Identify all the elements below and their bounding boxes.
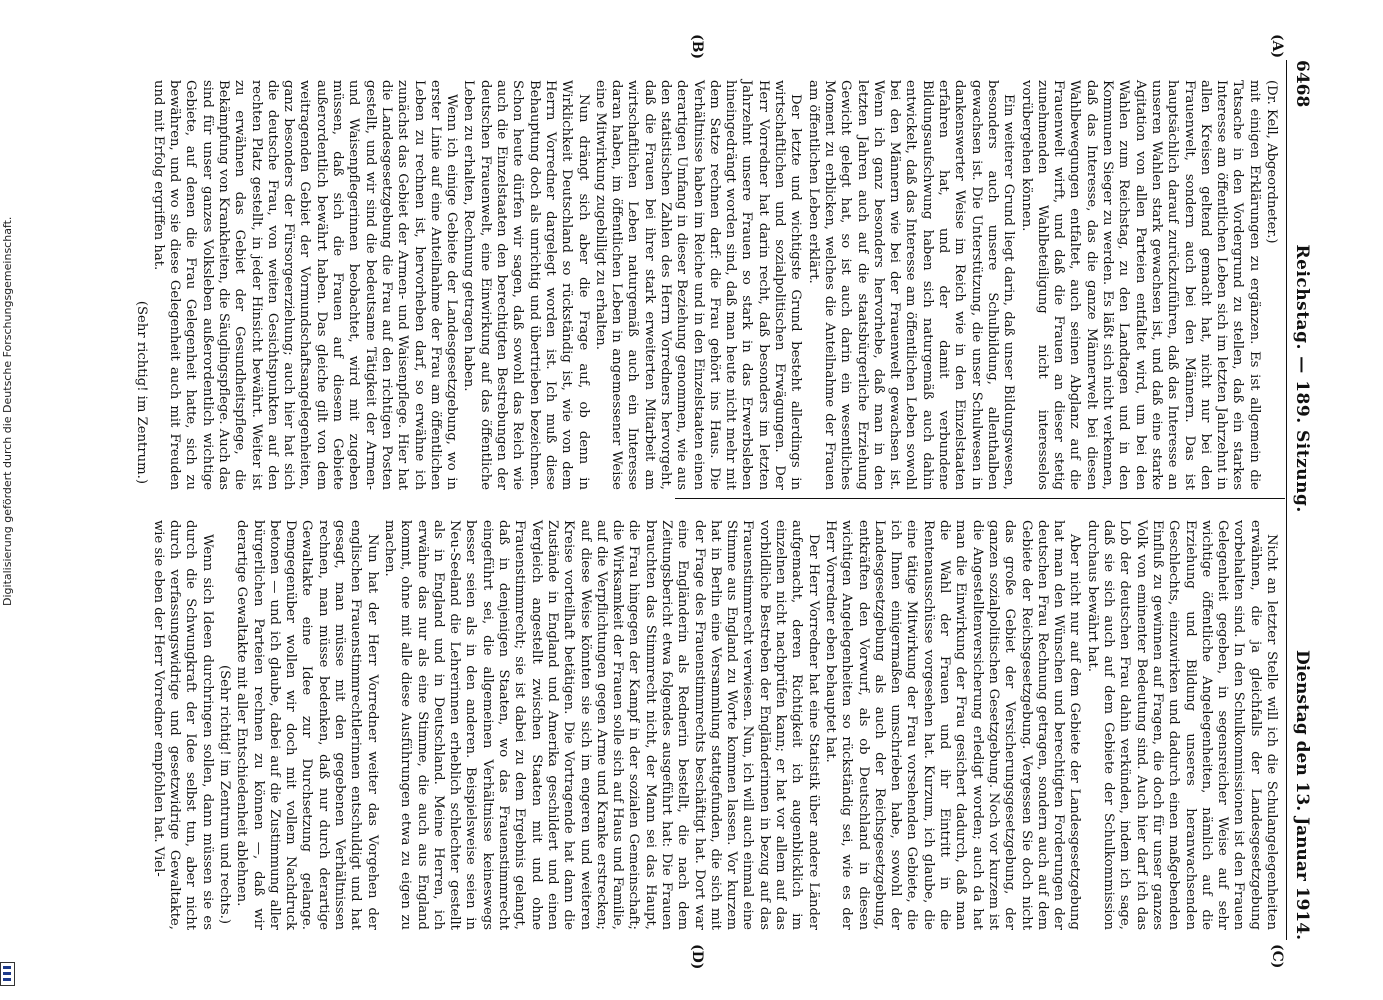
header-title: Reichstag. — 189. Sitzung. <box>1292 244 1312 513</box>
dfg-logo-icon <box>0 962 15 986</box>
paragraph: Der letzte und wichtigste Grund besteht allerdings in wirtschaftlichen und sozialpolitischen Erwägungen. Der Herr Vorredner hat darin recht, daß besonders im letzten Jahrzehnt unsere Frauen so stark in das Erwerbsleben hineingedrängt worden sind, daß man heute nicht mehr mit dem Satze rechnen darf: die Frau gehört ins Haus. Die Verhältnisse haben im Reiche und in den Einzelstaaten einen derartigen Umfang in dieser Beziehung genommen, wie aus den statistischen Zahlen des Herrn Vorredners hervorgeht, daß die Frauen bei ihrer stark erweiterten Mitarbeit am wirtschaftlichen Leben naturgemäß auch ein Interesse daran haben, im öffentlichen Leben in angemessener Weise eine Mitwirkung zugebilligt zu erhalten. <box>592 80 804 490</box>
paragraph: Nun drängt sich aber die Frage auf, ob denn in Wirklichkeit Deutschland so rückständig ist, wie von dem Herrn Vorredner dargelegt worden ist. Ich muß diese Behauptung doch als unrichtig und übertrieben bezeichnen. Schon heute dürfen wir sagen, daß sowohl das Reich wie auch die Einzelstaaten den berechtigten Bestrebungen der deutschen Frauenwelt, eine Einwirkung auf das öffentliche Leben zu erhalten, Rechnung getragen haben. <box>461 80 591 490</box>
column-divider <box>675 498 1285 499</box>
page-header <box>1289 60 1315 940</box>
rotated-page <box>75 34 1315 970</box>
left-column <box>131 80 1279 490</box>
header-rule <box>1286 60 1287 940</box>
paragraph: Nicht an letzter Stelle will ich die Schulangelegenheiten erwähnen, die ja gleichfalls der Landesgesetzgebung vorbehalten sind. In den Schulkommissionen ist den Frauen Gelegenheit gegeben, in segensreicher Weise auf sehr wichtige öffentliche Angelegenheiten, nämlich auf die Erziehung und Bildung unseres heranwachsenden Geschlechts, einzuwirken und dadurch einen maßgebenden Einfluß zu gewinnen auf Fragen, die doch für unser ganzes Volk von eminenter Bedeutung sind. Auch hier darf ich das Lob der deutschen Frau dahin verkünden, indem ich sage, daß sie sich auch auf dem Gebiete der Schulkommission durchaus bewährt hat. <box>1084 520 1279 930</box>
paragraph: Wenn sich Ideen durchringen sollen, dann müssen sie es durch die Schwungkraft der Idee selbst tun, aber nicht durch verfassungswidrige und gesetzwidrige Gewaltakte, wie sie eben der Herr Vorredner empfohlen hat. Viel- <box>150 520 215 930</box>
paragraph: Aber nicht nur auf dem Gebiete der Landesgesetzgebung hat man den Wünschen und berechtigten Forderungen der deutschen Frau Rechnung getragen, sondern auch auf dem Gebiete der Reichsgesetzgebung. Vergessen Sie doch nicht das große Gebiet der Versicherungsgesetzgebung, der ganzen sozialpolitischen Gesetzgebung. Noch vor kurzem ist die Angestelltenversicherung erledigt worden; auch da hat man die Einwirkung der Frau gesichert dadurch, daß man die Wahl der Frauen und ihr Eintritt in die Rentenausschüsse vorgesehen hat. Kurzum, ich glaube, die eine tätige Mitwirkung der Frau vorsehenden Gebiete, die ich Ihnen einigermaßen umschrieben habe, sowohl der Landesgesetzgebung als auch der Reichsgesetzgebung, entkräften den Vorwurf, als ob Deutschland in diesen wichtigen Angelegenheiten so rückständig sei, wie es der Herr Vorredner eben behauptet hat. <box>822 520 1083 930</box>
margin-mark-b: (B) <box>689 34 705 60</box>
margin-mark-d: (D) <box>689 944 705 970</box>
margin-mark-a: (A) <box>1269 34 1285 59</box>
interjection: (Sehr richtig! im Zentrum und rechts.) <box>217 664 232 924</box>
header-date: Dienstag den 13. Januar 1914. <box>1292 650 1312 940</box>
paragraph: Wenn ich einige Gebiete der Landesgesetzgebung, wo in erster Linie auf eine Anteilnahme der Frau am öffentlichen Leben zu rechnen ist, hervorheben darf, so erwähne ich zunächst das Gebiet der Armen- und Waisenpflege. Hier hat die Landesgesetzgebung die Frau auf den richtigen Posten gestellt, und wir sind die bedeutsame Tätigkeit der Armen- und Waisenpflegerinnen beobachtet, wird mit zugeben müssen, daß sich die Frauen auf diesem Gebiete außerordentlich bewährt haben. Das gleiche gilt von dem weitragenden Gebiet der Vormundschaftsangelegenheiten, ganz besonders der Fürsorgeerziehung; auch hier hat sich die deutsche Frau, von weiten Gesichtspunkten auf den rechten Platz gestellt, in jeder Hinsicht bewährt. Weiter ist zu erwähnen das Gebiet der Gesundheitspflege, die Bekämpfung von Krankheiten, die Säuglingspflege. Auch das sind für unser ganzes Volksleben außerordentlich wichtige Gebiete, auf denen die Frau Gelegenheit hatte, sich zu bewähren, und wo sie diese Gelegenheit auch mit Freuden und mit Erfolg ergriffen hat. <box>150 80 460 490</box>
paragraph: mit einigen Erklärungen zu ergänzen. Es ist allgemein die Tatsache in den Vordergrund zu stellen, daß ein starkes Interesse am öffentlichen Leben sich im letzten Jahrzehnt in allen Kreisen geltend gemacht hat, nicht nur bei den Frauenwelt, sondern auch bei den Männern. Das ist hauptsächlich darauf zurückzuführen, daß das Interesse an unseren Wahlen stark gewachsen ist, und daß eine starke Agitation von allen Parteien entfaltet wird, um bei den Wahlen zum Reichstag, zu den Landtagen und in den Kommunen Sieger zu werden. Es läßt sich nicht verkennen, daß das Interesse, das die ganze Männerwelt bei diesen Wahlbewegungen entfaltet, auch seinen Abglanz auf die Frauenwelt wirft, und daß die Frauen an dieser stetig zunehmenden Wahlbeteiligung nicht interesselos vorübergehen können. <box>1018 80 1262 490</box>
digitization-credit: Digitalisierung gefördert durch die Deutsche Forschungsgemeinschaft. <box>1 216 14 606</box>
page-number: 6468 <box>1292 60 1312 108</box>
interjection: (Sehr richtig! im Zentrum.) <box>133 300 149 484</box>
right-column <box>149 520 1279 930</box>
paragraph: Nun hat der Herr Vorredner weiter das Vorgehen der englischen Frauenstimmrechtlerinnen entschuldigt und hat gesagt, man müsse mit den gegebenen Verhältnissen rechnen, man müsse bedenken, daß nur durch derartige Gewaltakte eine Idee zur Durchsetzung gelange. Demgegenüber wollen wir doch mit vollem Nachdruck betonen — und ich glaube, dabei auf die Zustimmung aller bürgerlichen Parteien rechnen zu können —, daß wir derartige Gewaltakte mit aller Entschiedenheit ablehnen. <box>234 520 380 930</box>
speaker-attribution: (Dr. Kell, Abgeordneter.) <box>1264 80 1279 244</box>
margin-mark-c: (C) <box>1269 944 1285 969</box>
paragraph: Der Herr Vorredner hat eine Statistik über andere Länder aufgemacht, deren Richtigkeit ich augenblicklich im einzelnen nicht nachprüfen kann; er hat vor allem auf das vorbildliche Bestreben der Engländerinnen in bezug auf das Frauenstimmrecht verwiesen. Nun, ich will auch einmal eine Stimme aus England zu Worte kommen lassen. Vor kurzem hat in Berlin eine Versammlung stattgefunden, die sich mit der Frage des Frauenstimmrechts beschäftigt hat. Dort war eine Engländerin als Rednerin bestellt, die nach dem Zeitungsbericht etwa folgendes ausgeführt hat: Die Frauen brauchten das Stimmrecht nicht, der Mann sei das Haupt, die Frau hingegen der Kampf in der sozialen Gemeinschaft; die Wirksamkeit der Frauen solle sich auf Haus und Familie, auf die Verpflichtungen gegen Arme und Kranke erstrecken; auf diese Weise könnten sie sich im engeren und weiteren Kreise vorteilhaft betätigen. Die Vortragende hat dann die Zustände in England und Amerika geschildert und einen Vergleich angestellt zwischen Staaten mit und ohne Frauenstimmrecht; sie ist dabei zu dem Ergebnis gelangt, daß in denjenigen Staaten, wo das Frauenstimmrecht eingeführt sei, die allgemeinen Verhältnisse keineswegs besser seien als in den anderen. Beispielsweise seien in Neu-Seeland die Lehrerinnen erheblich schlechter gestellt als in England und in Deutschland. Meine Herren, ich erwähne das nur als eine Stimme, die auch aus England kommt, ohne mit alle diese Ausführungen etwa zu eigen zu machen. <box>381 520 821 930</box>
paragraph: Ein weiterer Grund liegt darin, daß unser Bildungswesen, besonders auch unsere Schulbildung, allenthalben gewachsen ist. Die Unterstützung, die unser Schulwesen in dankenswerter Weise im Reich wie in den Einzelstaaten erfahren hat, und der damit verbundene Bildungsaufschwung haben sich naturgemäß auch dahin entwickelt, daß das Interesse am öffentlichen Leben sowohl bei den Männern wie bei der Frauenwelt gewachsen ist. Wenn ich ganz besonders hervorhebe, daß man in den letzten Jahren auch auf die staatsbürgerliche Erziehung Gewicht gelegt hat, so ist auch darin ein wesentliches Moment zu erblicken, welches die Anteilnahme der Frauen am öffentlichen Leben erklärt. <box>805 80 1017 490</box>
